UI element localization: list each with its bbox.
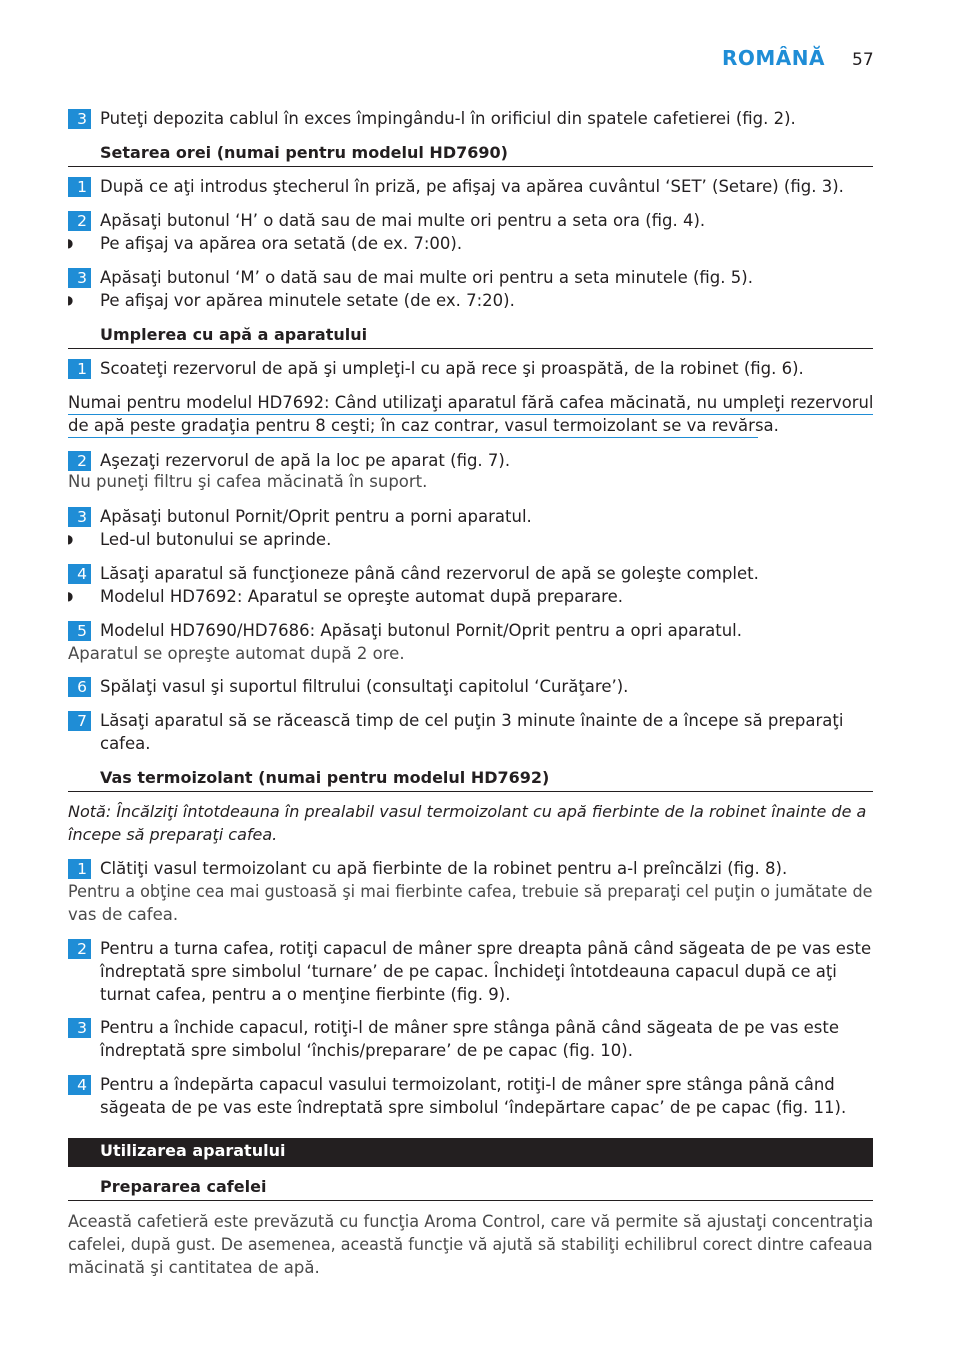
step-number: 4 [68, 564, 91, 584]
step-text: Apăsaţi butonul ‘M’ o dată sau de mai multe ori pentru a seta minutele (fig. 5). [100, 268, 753, 287]
section-header-bar [68, 1138, 873, 1167]
step-text: Clătiţi vasul termoizolant cu apă fierbinte de la robinet pentru a-l preîncălzi (fig. 8). [100, 859, 788, 878]
result-text: Pe afişaj va apărea ora setată (de ex. 7:00). [100, 234, 463, 253]
step-text: cafea. [100, 734, 151, 753]
step-number: 1 [68, 359, 91, 379]
result-bullet-icon: ◗ [67, 293, 74, 307]
note-line: începe să preparaţi cafea. [68, 825, 278, 844]
step-note: vas de cafea. [68, 905, 179, 924]
step-number: 2 [68, 939, 91, 959]
step-text: Spălaţi vasul şi suportul filtrului (consultaţi capitolul ‘Curăţare’). [100, 677, 629, 696]
result-text: Led-ul butonului se aprinde. [100, 530, 332, 549]
step-number: 4 [68, 1075, 91, 1095]
step-number: 3 [68, 1018, 91, 1038]
step-note: Nu puneţi filtru şi cafea măcinată în suport. [68, 472, 428, 491]
step-text: Pentru a turna cafea, rotiţi capacul de mâner spre dreapta până când săgeata de pe vas este [100, 939, 872, 958]
step-text: Lăsaţi aparatul să funcţioneze până când rezervorul de apă se goleşte complet. [100, 564, 759, 583]
step-text: Pentru a îndepărta capacul vasului termoizolant, rotiţi-l de mâner spre stânga până când [100, 1075, 835, 1094]
heading-rule [68, 791, 873, 792]
step-number: 2 [68, 451, 91, 471]
step-text: Apăsaţi butonul ‘H’ o dată sau de mai multe ori pentru a seta ora (fig. 4). [100, 211, 706, 230]
warning-line: de apă peste gradaţia pentru 8 ceşti; în caz contrar, vasul termoizolant se va revărsa. [68, 416, 779, 435]
step-number: 3 [68, 109, 91, 129]
paragraph-line: cafelei, după gust. De asemenea, această funcţie vă ajută să stabiliţi echilibrul corect dintre cafeaua [68, 1235, 873, 1254]
subheading-water-filling: Umplerea cu apă a aparatului [100, 325, 368, 344]
step-text: îndreptată spre simbolul ‘turnare’ de pe capac. Închideţi întotdeauna capacul după ce aţi [100, 962, 837, 981]
result-bullet-icon: ◗ [67, 589, 74, 603]
step-number: 2 [68, 211, 91, 231]
step-text: Aşezaţi rezervorul de apă la loc pe aparat (fig. 7). [100, 451, 511, 470]
subheading-thermal-jug: Vas termoizolant (numai pentru modelul HD7692) [100, 768, 550, 787]
step-text: turnat cafea, pentru a o menţine fierbinte (fig. 9). [100, 985, 511, 1004]
step-number: 3 [68, 507, 91, 527]
heading-rule [68, 348, 873, 349]
step-number: 1 [68, 859, 91, 879]
subheading-coffee-brewing: Prepararea cafelei [100, 1177, 267, 1196]
step-text: Lăsaţi aparatul să se răcească timp de cel puţin 3 minute înainte de a începe să preparaţi [100, 711, 844, 730]
paragraph-line: măcinată şi cantitatea de apă. [68, 1258, 320, 1277]
step-text: Pentru a închide capacul, rotiţi-l de mâner spre stânga până când săgeata de pe vas este [100, 1018, 839, 1037]
subheading-time-setting: Setarea orei (numai pentru modelul HD7690) [100, 143, 508, 162]
section-title: Utilizarea aparatului [100, 1141, 286, 1160]
result-text: Modelul HD7692: Aparatul se opreşte automat după preparare. [100, 587, 623, 606]
step-text: îndreptată spre simbolul ‘închis/preparare’ de pe capac (fig. 10). [100, 1041, 633, 1060]
heading-rule [68, 166, 873, 167]
page-number: 57 [852, 50, 874, 70]
paragraph-line: Această cafetieră este prevăzută cu funcţia Aroma Control, care vă permite să ajustaţi concentraţia [68, 1212, 874, 1231]
step-text: săgeata de pe vas este îndreptată spre simbolul ‘îndepărtare capac’ de pe capac (fig. 11). [100, 1098, 847, 1117]
step-number: 7 [68, 711, 91, 731]
result-bullet-icon: ◗ [67, 236, 74, 250]
step-note: Aparatul se opreşte automat după 2 ore. [68, 644, 405, 663]
step-note: Pentru a obţine cea mai gustoasă şi mai fierbinte cafea, trebuie să preparaţi cel puţin o jumătate de [68, 882, 873, 901]
step-text: Apăsaţi butonul Pornit/Oprit pentru a porni aparatul. [100, 507, 532, 526]
note-line: Notă: Încălziţi întotdeauna în prealabil vasul termoizolant cu apă fierbinte de la robinet înainte de a [68, 802, 867, 821]
step-number: 3 [68, 268, 91, 288]
step-number: 1 [68, 177, 91, 197]
language-label: ROMÂNĂ [722, 46, 825, 70]
heading-rule [68, 1200, 873, 1201]
warning-underline [68, 437, 758, 438]
result-bullet-icon: ◗ [67, 532, 74, 546]
step-text: Scoateţi rezervorul de apă şi umpleţi-l cu apă rece şi proaspătă, de la robinet (fig. 6). [100, 359, 804, 378]
step-number: 5 [68, 621, 91, 641]
step-text: După ce aţi introdus ştecherul în priză, pe afişaj va apărea cuvântul ‘SET’ (Setare) (fig. 3). [100, 177, 844, 196]
step-text: Modelul HD7690/HD7686: Apăsaţi butonul Pornit/Oprit pentru a opri aparatul. [100, 621, 743, 640]
step-number: 6 [68, 677, 91, 697]
step-text: Puteţi depozita cablul în exces împingându-l în orificiul din spatele cafetierei (fig. 2). [100, 109, 796, 128]
result-text: Pe afişaj vor apărea minutele setate (de ex. 7:20). [100, 291, 515, 310]
warning-line: Numai pentru modelul HD7692: Când utilizaţi aparatul fără cafea măcinată, nu umpleţi rezervorul [68, 393, 874, 412]
